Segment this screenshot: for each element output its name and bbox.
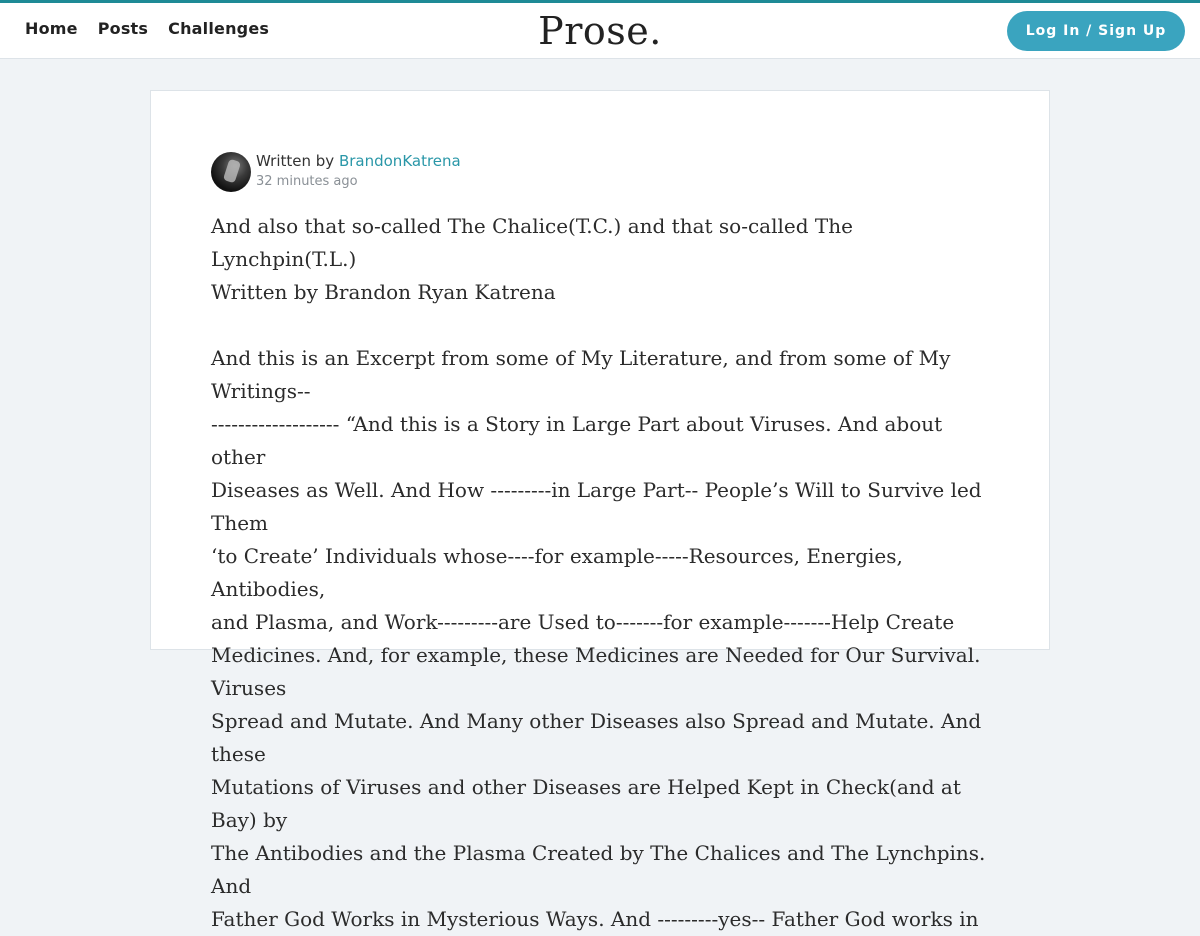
story-body-line: and Plasma, and Work---------are Used to-------for example-------Help Create — [211, 610, 955, 634]
story-title-line: Written by Brandon Ryan Katrena — [211, 280, 556, 304]
story-body — [211, 342, 991, 936]
story-body-line: Spread and Mutate. And Many other Diseases also Spread and Mutate. And these — [211, 709, 982, 766]
story-body-line: The Antibodies and the Plasma Created by The Chalices and The Lynchpins. And — [211, 841, 986, 898]
story-body-line: ‘to Create’ Individuals whose----for example-----Resources, Energies, Antibodies, — [211, 544, 903, 601]
story-body-line: And this is an Excerpt from some of My Literature, and from some of My Writings-- — [211, 346, 951, 403]
login-signup-button[interactable]: Log In / Sign Up — [1007, 11, 1185, 51]
story-title-line: And also that so-called The Chalice(T.C.) and that so-called The Lynchpin(T.L.) — [211, 214, 853, 271]
story-body-line: ------------------- “And this is a Story in Large Part about Viruses. And about other — [211, 412, 943, 469]
nav-challenges-link[interactable]: Challenges — [168, 19, 270, 38]
story-body-line: Mutations of Viruses and other Diseases are Helped Kept in Check(and at Bay) by — [211, 775, 961, 832]
story-body-line: Father God Works in Mysterious Ways. And ---------yes-- Father God works in — [211, 907, 979, 931]
written-by-label: Written by — [256, 152, 335, 170]
author-avatar[interactable] — [211, 152, 251, 192]
author-link[interactable]: BrandonKatrena — [338, 152, 461, 170]
author-info — [211, 151, 611, 193]
story-content — [211, 210, 991, 936]
nav-posts-link[interactable]: Posts — [97, 19, 149, 38]
story-title — [211, 210, 991, 309]
top-navigation-bar — [0, 0, 1200, 59]
story-body-line: Medicines. And, for example, these Medicines are Needed for Our Survival. Viruses — [211, 643, 981, 700]
written-by-line — [256, 152, 461, 170]
post-timestamp: 32 minutes ago — [256, 174, 358, 189]
story-card — [150, 90, 1050, 931]
story-body-line: Diseases as Well. And How ---------in Large Part-- People’s Will to Survive led Them — [211, 478, 982, 535]
nav-home-link[interactable]: Home — [25, 19, 78, 38]
site-logo[interactable]: Prose. — [538, 9, 662, 53]
